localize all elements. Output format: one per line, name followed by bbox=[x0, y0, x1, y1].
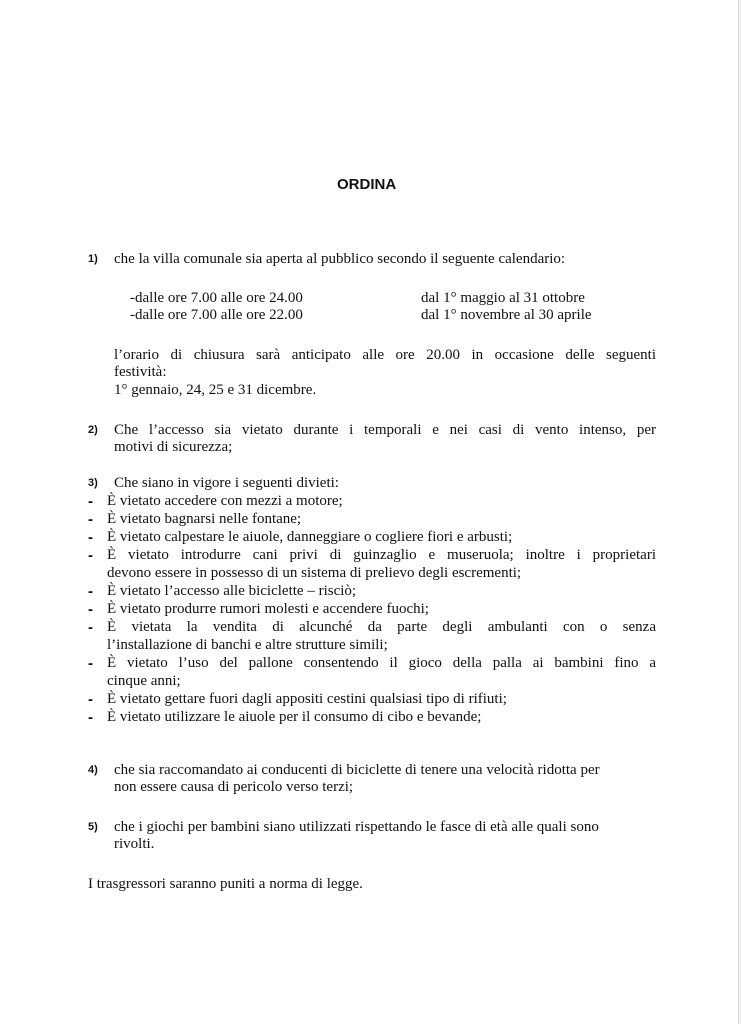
page-title: ORDINA bbox=[337, 176, 397, 193]
prohibition-item: È vietato accedere con mezzi a motore; bbox=[107, 493, 343, 509]
prohibition-item: È vietato bagnarsi nelle fontane; bbox=[107, 511, 302, 527]
item-number: 4) bbox=[88, 764, 98, 776]
prohibition-item-continued: l’installazione di banchi e altre strutture simili; bbox=[107, 637, 388, 653]
holidays-text: 1° gennaio, 24, 25 e 31 dicembre. bbox=[114, 382, 317, 398]
item-text: che i giochi per bambini siano utilizzati rispettando le fasce di età alle quali sono bbox=[114, 819, 599, 835]
footer-note: I trasgressori saranno puniti a norma di legge. bbox=[88, 876, 363, 892]
prohibition-item: È vietata la vendita di alcunché da parte degli ambulanti con o senza bbox=[107, 619, 656, 635]
item-number: 1) bbox=[88, 253, 98, 265]
prohibition-item: È vietato produrre rumori molesti e accendere fuochi; bbox=[107, 601, 429, 617]
prohibition-item: È vietato l’uso del pallone consentendo il gioco della palla ai bambini fino a bbox=[107, 655, 656, 671]
item-number: 5) bbox=[88, 821, 98, 833]
bullet-dash: - bbox=[88, 529, 93, 546]
prohibition-item: È vietato introdurre cani privi di guinzaglio e museruola; inoltre i proprietari bbox=[107, 547, 656, 563]
bullet-dash: - bbox=[88, 601, 93, 618]
prohibition-item: È vietato l’accesso alle biciclette – risciò; bbox=[107, 583, 357, 599]
bullet-dash: - bbox=[88, 619, 93, 636]
bullet-dash: - bbox=[88, 547, 93, 564]
prohibition-item-continued: cinque anni; bbox=[107, 673, 181, 689]
item-number: 2) bbox=[88, 424, 98, 436]
prohibition-item-continued: devono essere in possesso di un sistema di prelievo degli escrementi; bbox=[107, 565, 522, 581]
item-intro: Che siano in vigore i seguenti divieti: bbox=[114, 475, 339, 491]
item-text: non essere causa di pericolo verso terzi; bbox=[114, 779, 354, 795]
schedule-period: dal 1° maggio al 31 ottobre bbox=[421, 290, 585, 306]
schedule-hours: -dalle ore 7.00 alle ore 22.00 bbox=[130, 307, 303, 323]
bullet-dash: - bbox=[88, 511, 93, 528]
prohibition-item: È vietato utilizzare le aiuole per il consumo di cibo e bevande; bbox=[107, 709, 482, 725]
bullet-dash: - bbox=[88, 583, 93, 600]
prohibition-item: È vietato calpestare le aiuole, danneggiare o cogliere fiori e arbusti; bbox=[107, 529, 513, 545]
closing-text: l’orario di chiusura sarà anticipato alle ore 20.00 in occasione delle seguenti bbox=[114, 347, 656, 363]
item-text: motivi di sicurezza; bbox=[114, 439, 233, 455]
bullet-dash: - bbox=[88, 709, 93, 726]
closing-text: festività: bbox=[114, 364, 167, 380]
item-number: 3) bbox=[88, 477, 98, 489]
schedule-hours: -dalle ore 7.00 alle ore 24.00 bbox=[130, 290, 303, 306]
item-text: rivolti. bbox=[114, 836, 155, 852]
bullet-dash: - bbox=[88, 655, 93, 672]
schedule-period: dal 1° novembre al 30 aprile bbox=[421, 307, 592, 323]
item-text: che sia raccomandato ai conducenti di biciclette di tenere una velocità ridotta per bbox=[114, 762, 600, 778]
bullet-dash: - bbox=[88, 691, 93, 708]
item-text: che la villa comunale sia aperta al pubblico secondo il seguente calendario: bbox=[114, 251, 566, 267]
bullet-dash: - bbox=[88, 493, 93, 510]
prohibition-item: È vietato gettare fuori dagli appositi cestini qualsiasi tipo di rifiuti; bbox=[107, 691, 507, 707]
item-text: Che l’accesso sia vietato durante i temporali e nei casi di vento intenso, per bbox=[114, 422, 656, 438]
